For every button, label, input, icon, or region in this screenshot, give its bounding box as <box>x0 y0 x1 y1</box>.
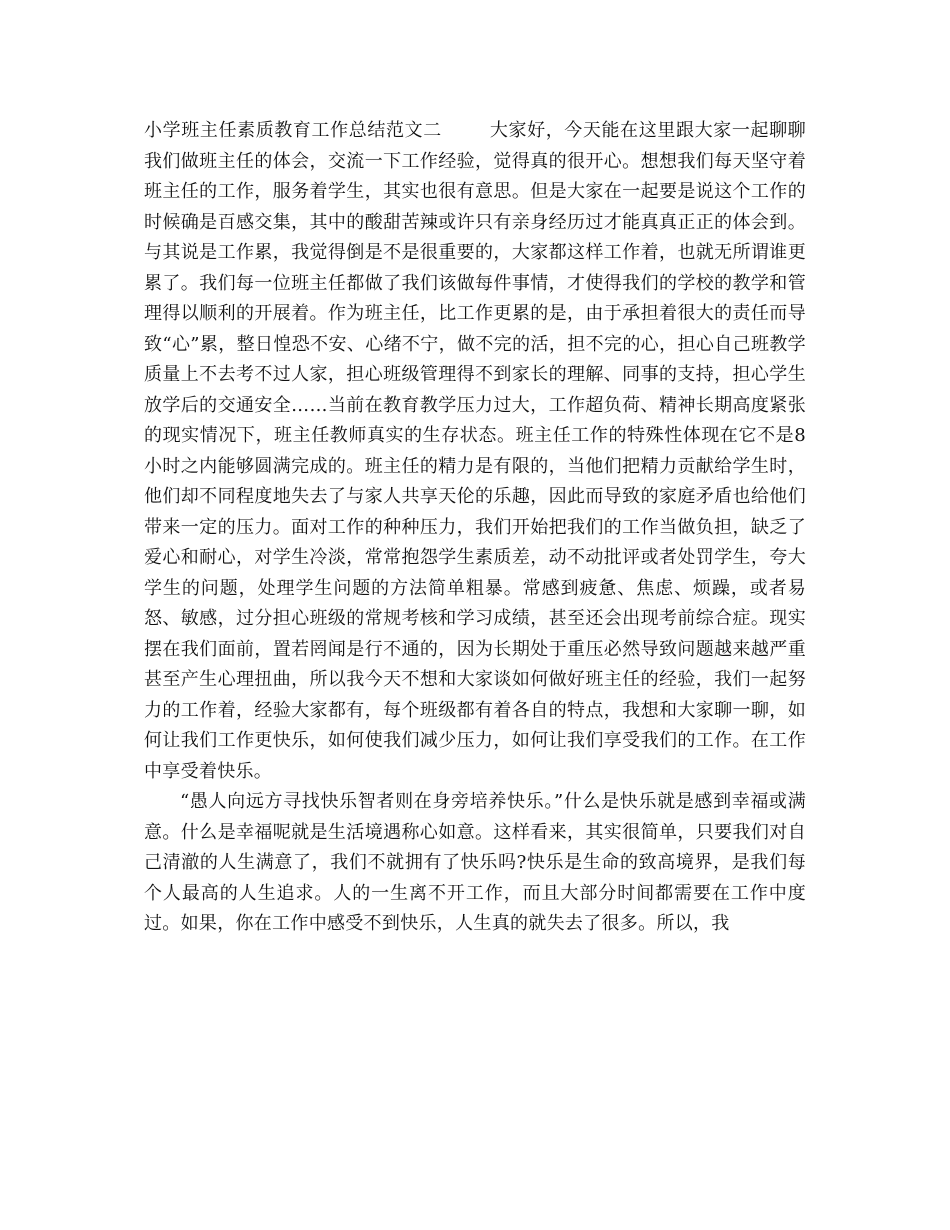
paragraph-1 <box>144 116 806 787</box>
paragraph-2: “愚人向远方寻找快乐智者则在身旁培养快乐。”什么是快乐就是感到幸福或满意。什么是幸福呢就是生活境遇称心如意。这样看来，其实很简单，只要我们对自己清澈的人生满意了，我们不就拥有了快乐吗?快乐是生命的致高境界，是我们每个人最高的人生追求。人的一生离不开工作，而且大部分时间都需要在工作中度过。如果，你在工作中感受不到快乐，人生真的就失去了很多。所以，我 <box>144 791 806 934</box>
paragraph-1-text: 大家好，今天能在这里跟大家一起聊聊我们做班主任的体会，交流一下工作经验，觉得真的很开心。想想我们每天坚守着班主任的工作，服务着学生，其实也很有意思。但是大家在一起要是说这个工作的时候确是百感交集，其中的酸甜苦辣或许只有亲身经历过才能真真正正的体会到。与其说是工作累，我觉得倒是不是很重要的，大家都这样工作着，也就无所谓谁更累了。我们每一位班主任都做了我们该做每件事情，才使得我们的学校的教学和管理得以顺利的开展着。作为班主任，比工作更累的是，由于承担着很大的责任而导致“心”累，整日惶恐不安、心绪不宁，做不完的活，担不完的心，担心自己班教学质量上不去考不过人家，担心班级管理得不到家长的理解、同事的支持，担心学生放学后的交通安全……当前在教育教学压力过大，工作超负荷、精神长期高度紧张的现实情况下，班主任教师真实的生存状态。班主任工作的特殊性体现在它不是8小时之内能够圆满完成的。班主任的精力是有限的，当他们把精力贡献给学生时，他们却不同程度地失去了与家人共享天伦的乐趣，因此而导致的家庭矛盾也给他们带来一定的压力。面对工作的种种压力，我们开始把我们的工作当做负担，缺乏了爱心和耐心，对学生冷淡，常常抱怨学生素质差，动不动批评或者处罚学生，夸大学生的问题，处理学生问题的方法简单粗暴。常感到疲惫、焦虑、烦躁，或者易怒、敏感，过分担心班级的常规考核和学习成绩，甚至还会出现考前综合症。现实摆在我们面前，置若罔闻是行不通的，因为长期处于重压必然导致问题越来越严重甚至产生心理扭曲，所以我今天不想和大家谈如何做好班主任的经验，我们一起努力的工作着，经验大家都有，每个班级都有着各自的特点，我想和大家聊一聊，如何让我们工作更快乐，如何使我们减少压力，如何让我们享受我们的工作。在工作中享受着快乐。 <box>144 120 806 782</box>
document-title: 小学班主任素质教育工作总结范文二 <box>144 120 442 141</box>
document-body <box>144 116 806 940</box>
